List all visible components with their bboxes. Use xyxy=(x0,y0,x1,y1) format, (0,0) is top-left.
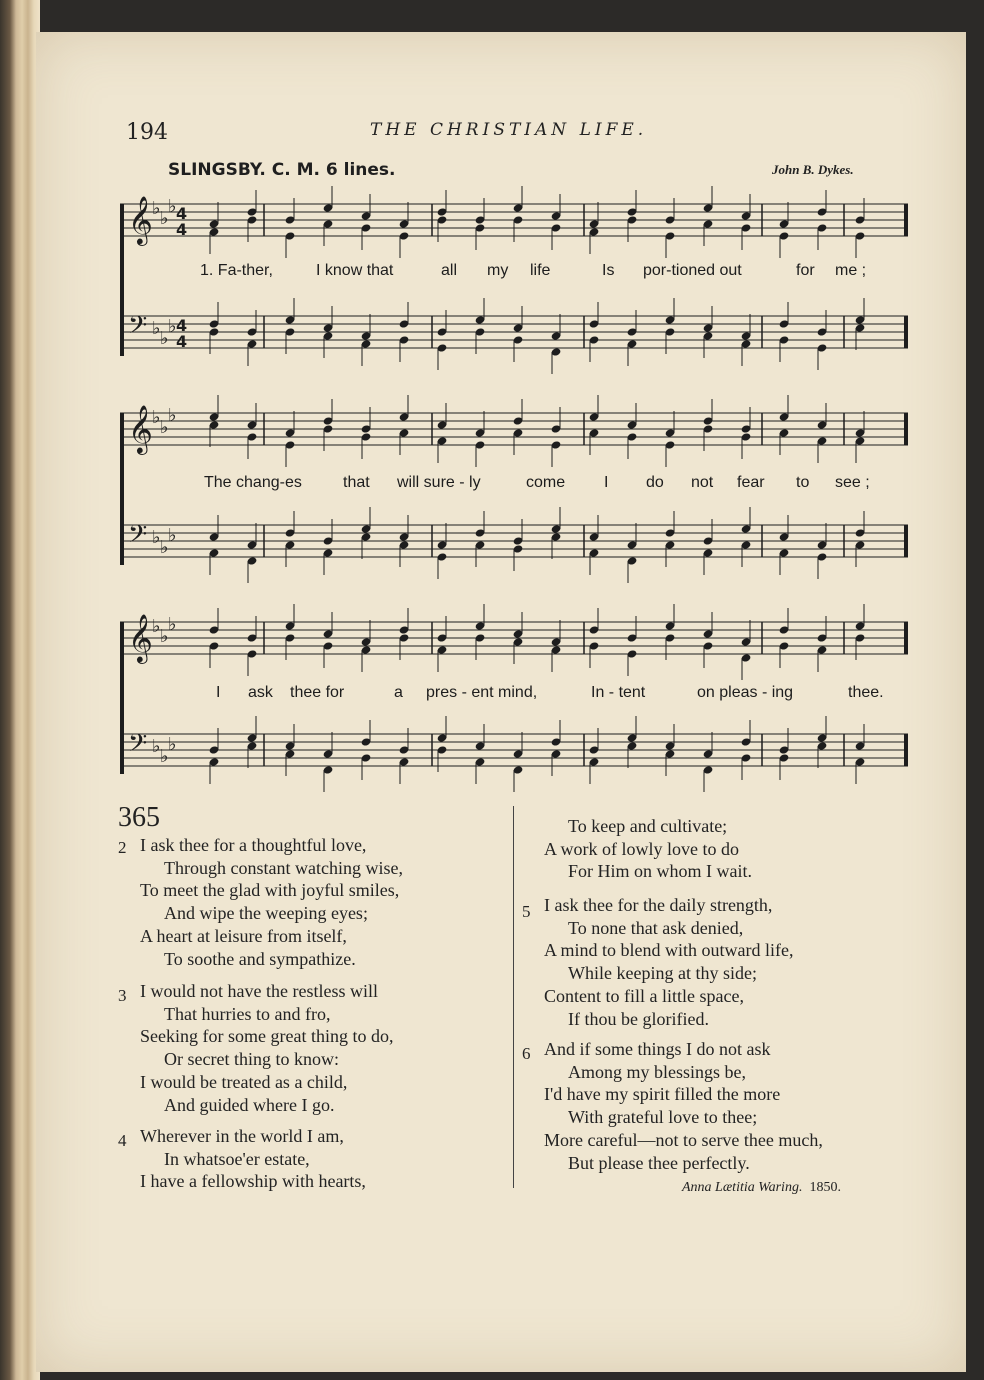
flat-sign: ♭ xyxy=(152,616,161,637)
author-attribution xyxy=(682,1180,841,1196)
system-brace xyxy=(120,413,124,565)
stanza-line: But please thee perfectly. xyxy=(568,1152,750,1173)
flat-sign: ♭ xyxy=(168,405,177,426)
hymn-number: 365 xyxy=(118,802,160,833)
stanza-line: If thou be glorified. xyxy=(568,1008,709,1029)
stanza-line: In whatsoe'er estate, xyxy=(164,1148,310,1169)
stanza-line: Through constant watching wise, xyxy=(164,857,403,878)
lyric-syllable: that xyxy=(343,474,370,491)
stanza-line: A work of lowly love to do xyxy=(544,838,739,859)
lyric-syllable: por-tioned out xyxy=(643,262,742,279)
stanza xyxy=(140,1125,366,1193)
stanza xyxy=(544,1038,823,1174)
stanza-line: Seeking for some great thing to do, xyxy=(140,1026,394,1047)
stanza-line: More careful—not to serve thee much, xyxy=(544,1129,823,1150)
stanza-line: To none that ask denied, xyxy=(568,917,744,938)
running-title: THE CHRISTIAN LIFE. xyxy=(370,120,648,140)
lyric-syllable: on pleas - ing xyxy=(697,684,794,701)
stanza-line: I have a fellowship with hearts, xyxy=(140,1171,366,1192)
stanza-line: Among my blessings be, xyxy=(568,1061,746,1082)
treble-clef: 𝄞 xyxy=(128,613,153,662)
flat-sign: ♭ xyxy=(168,525,177,546)
lyric-syllable: will sure - ly xyxy=(397,474,481,491)
stanza-line: To soothe and sympathize. xyxy=(164,948,356,969)
bass-clef: 𝄢 xyxy=(128,729,148,764)
stanza-line: I ask thee for the daily strength, xyxy=(544,895,773,915)
lyric-syllable: ask xyxy=(248,684,273,701)
lyric-syllable: to xyxy=(796,474,810,491)
stanza-line: That hurries to and fro, xyxy=(164,1003,331,1024)
stanza-line: Wherever in the world I am, xyxy=(140,1126,344,1146)
lyric-syllable: a xyxy=(394,684,403,701)
bass-clef: 𝄢 xyxy=(128,311,148,346)
flat-sign: ♭ xyxy=(168,614,177,635)
lyric-syllable: see ; xyxy=(835,474,870,491)
stanza-number: 6 xyxy=(522,1044,531,1063)
stanza-continued xyxy=(544,815,752,883)
final-bar xyxy=(904,316,908,348)
stanza-line: A heart at leisure from itself, xyxy=(140,925,347,946)
stanza xyxy=(544,894,793,1030)
lyric-syllable: life xyxy=(530,262,551,279)
lyric-syllable: I xyxy=(216,684,221,701)
year: 1850. xyxy=(809,1180,841,1195)
author-name: Anna Lætitia Waring. xyxy=(682,1180,803,1195)
stanza-line: With grateful love to thee; xyxy=(568,1107,758,1128)
time-signature: 4 xyxy=(176,332,188,351)
bass-clef: 𝄢 xyxy=(128,520,148,555)
flat-sign: ♭ xyxy=(160,208,169,229)
lyric-syllable: fear xyxy=(737,474,765,491)
stanza-line: And guided where I go. xyxy=(164,1094,335,1115)
flat-sign: ♭ xyxy=(168,316,177,337)
flat-sign: ♭ xyxy=(152,198,161,219)
stanza-line: For Him on whom I wait. xyxy=(568,861,752,882)
stanza-line: To keep and cultivate; xyxy=(568,816,728,836)
final-bar xyxy=(904,525,908,557)
lyric-syllable: all xyxy=(441,262,458,279)
lyric-syllable: 1. Fa-ther, xyxy=(200,262,273,279)
lyric-syllable: thee for xyxy=(290,684,345,701)
lyric-syllable: I xyxy=(604,474,609,491)
lyric-syllable: thee. xyxy=(848,684,884,701)
stanza-number: 3 xyxy=(118,986,127,1005)
time-signature: 4 xyxy=(176,220,188,239)
column-divider xyxy=(513,806,514,1188)
lyric-syllable: pres - ent mind, xyxy=(426,684,538,701)
composer: John B. Dykes. xyxy=(772,162,854,177)
lyric-syllable: The chang-es xyxy=(204,474,302,491)
flat-sign: ♭ xyxy=(160,746,169,767)
flat-sign: ♭ xyxy=(168,196,177,217)
lyric-syllable: I know that xyxy=(316,262,394,279)
flat-sign: ♭ xyxy=(152,736,161,757)
lyric-syllable: my xyxy=(487,262,509,279)
flat-sign: ♭ xyxy=(168,734,177,755)
final-bar xyxy=(904,622,908,654)
lyric-syllable: not xyxy=(691,474,714,491)
lyric-syllable: do xyxy=(646,474,664,491)
stanza-line: I would not have the restless will xyxy=(140,981,378,1001)
system-brace xyxy=(120,204,124,356)
page-number: 194 xyxy=(126,120,168,145)
stanza-line: I would be treated as a child, xyxy=(140,1071,348,1092)
lyric-syllable: for xyxy=(796,262,815,279)
stanza-line: A mind to blend with outward life, xyxy=(544,940,794,961)
final-bar xyxy=(904,204,908,236)
flat-sign: ♭ xyxy=(152,527,161,548)
stanza-line: And wipe the weeping eyes; xyxy=(164,903,368,924)
stanza-number: 5 xyxy=(522,902,531,921)
system-brace xyxy=(120,622,124,774)
stanza xyxy=(140,834,403,970)
stanza-line: I ask thee for a thoughtful love, xyxy=(140,835,367,855)
final-bar xyxy=(904,413,908,445)
stanza-line: Or secret thing to know: xyxy=(164,1049,339,1070)
flat-sign: ♭ xyxy=(160,537,169,558)
flat-sign: ♭ xyxy=(160,328,169,349)
book-cover-top xyxy=(0,0,984,36)
stanza-line: Content to fill a little space, xyxy=(544,985,744,1006)
stanza-line: While keeping at thy side; xyxy=(568,963,757,984)
stanza-line: And if some things I do not ask xyxy=(544,1039,771,1059)
treble-clef: 𝄞 xyxy=(128,195,153,244)
stanza-number: 2 xyxy=(118,838,127,857)
lyric-syllable: In - tent xyxy=(591,684,646,701)
flat-sign: ♭ xyxy=(160,417,169,438)
stanza-number: 4 xyxy=(118,1131,127,1150)
flat-sign: ♭ xyxy=(152,318,161,339)
book-binding xyxy=(0,0,40,1380)
flat-sign: ♭ xyxy=(152,407,161,428)
lyric-syllable: Is xyxy=(602,262,615,279)
lyric-syllable: come xyxy=(526,474,566,491)
stanza-line: To meet the glad with joyful smiles, xyxy=(140,880,400,901)
time-signature: 4 xyxy=(176,316,188,335)
tune-name: SLINGSBY. C. M. 6 lines. xyxy=(168,160,396,180)
final-bar xyxy=(904,734,908,766)
time-signature: 4 xyxy=(176,204,188,223)
treble-clef: 𝄞 xyxy=(128,404,153,453)
lyric-syllable: me ; xyxy=(835,262,867,279)
flat-sign: ♭ xyxy=(160,626,169,647)
stanza-line: I'd have my spirit filled the more xyxy=(544,1084,781,1105)
stanza xyxy=(140,980,393,1116)
